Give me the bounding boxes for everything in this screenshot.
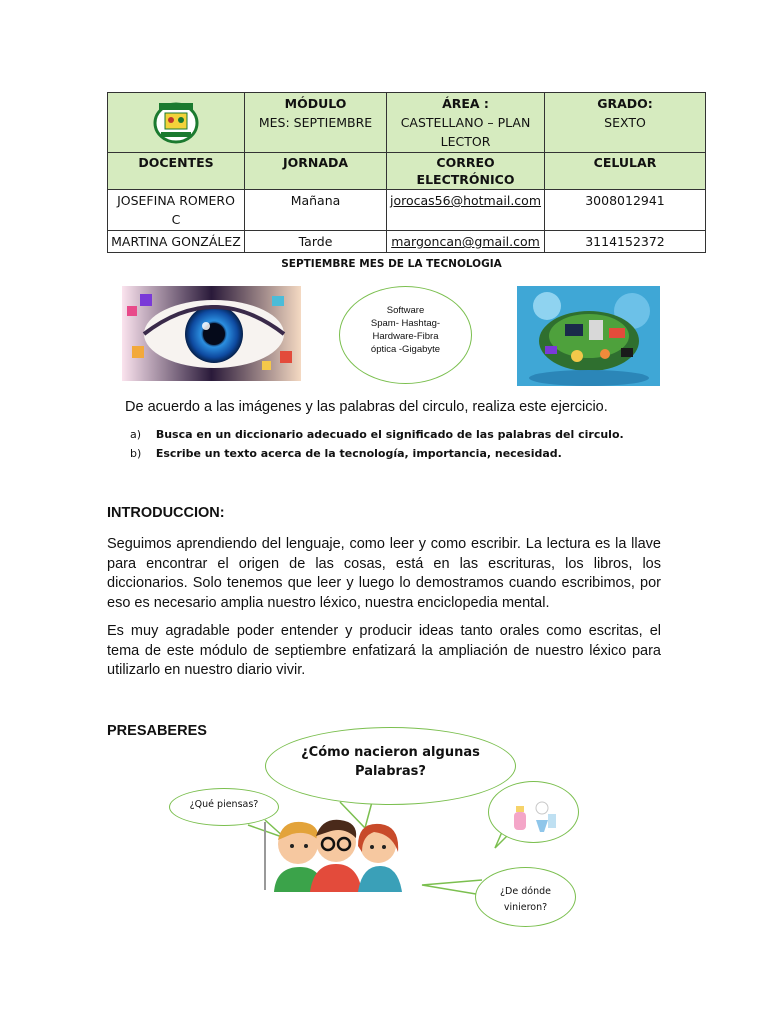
email-link[interactable]: margoncan@gmail.com (391, 234, 540, 249)
celular-cell: 3008012941 (545, 190, 706, 231)
circle-word-line: Spam- Hashtag- (370, 318, 441, 329)
header-row-columns (108, 153, 706, 190)
paragraph-line: Seguimos aprendiendo del lenguaje, como leer y como escribir. La lectura es la llave (107, 536, 661, 552)
intro-heading: INTRODUCCION: (107, 505, 225, 521)
paragraph-line: tema de este módulo de septiembre enfatizará la ampliación de nuestro léxico para (107, 642, 661, 659)
col-celular: CELULAR (545, 153, 706, 190)
task-list (130, 428, 624, 466)
grado-value: SEXTO (604, 115, 646, 130)
bubble-line: ¿Cómo nacieron algunas (301, 745, 480, 760)
bubble-text: ¿Qué piensas? (189, 799, 259, 810)
list-item (130, 428, 624, 447)
three-children-icon (262, 812, 402, 892)
eye-illustration-icon (122, 286, 301, 381)
correo-cell (387, 190, 545, 231)
baby-bottle-icon (504, 794, 564, 834)
bubble-line: ¿De dónde (500, 886, 551, 897)
modulo-cell (245, 93, 387, 153)
task-letter: b) (130, 447, 142, 460)
area-value-1: CASTELLANO – PLAN (400, 115, 531, 130)
area-cell (387, 93, 545, 153)
task-letter: a) (130, 428, 142, 441)
modulo-label: MÓDULO (284, 96, 347, 111)
col-docentes: DOCENTES (108, 153, 245, 190)
digital-eye-image (122, 286, 301, 381)
header-table (107, 92, 706, 253)
circle-word-line: Software (386, 305, 425, 316)
circle-word-line: Hardware-Fibra (372, 331, 439, 342)
grado-cell (545, 93, 706, 153)
correo-cell (387, 231, 545, 253)
list-item (130, 447, 624, 466)
section-title: SEPTIEMBRE MES DE LA TECNOLOGIA (281, 258, 502, 270)
bubble-line: vinieron? (503, 902, 548, 913)
intro-paragraph-2 (107, 622, 661, 681)
technology-world-image (517, 286, 660, 386)
header-row-module (108, 93, 706, 153)
paragraph-line: para encontrar el origen de las cosas, está en las escrituras, los libros, los (107, 555, 661, 572)
docente-cell (108, 190, 245, 231)
circle-word-line: óptica -Gigabyte (370, 344, 441, 355)
table-row (108, 190, 706, 231)
email-link[interactable]: jorocas56@hotmail.com (390, 193, 542, 208)
table-row (108, 231, 706, 253)
thought-bubble-icons (488, 781, 579, 843)
main-question-bubble (265, 727, 516, 805)
paragraph-line: utilizarlo en nuestro diario vivir. (107, 662, 306, 678)
words-circle (339, 286, 472, 384)
paragraph-line: Es muy agradable poder entender y producir ideas tanto orales como escritas, el (107, 623, 661, 639)
bubble-line: Palabras? (355, 764, 426, 779)
col-correo: CORREO ELECTRÓNICO (387, 153, 545, 190)
col-jornada: JORNADA (245, 153, 387, 190)
paragraph-line: eso es necesario amplia nuestro léxico, nuestra enciclopedia mental. (107, 594, 550, 611)
celular-cell: 3114152372 (545, 231, 706, 253)
logo-cell (108, 93, 245, 153)
presaberes-heading: PRESABERES (107, 723, 207, 739)
docente-name: JOSEFINA ROMERO (117, 193, 235, 208)
task-text: Busca en un diccionario adecuado el significado de las palabras del circulo. (155, 428, 624, 441)
docente-name-cont: C (171, 212, 181, 227)
area-label: ÁREA : (442, 96, 489, 111)
right-question-bubble (475, 867, 576, 927)
docente-cell: MARTINA GONZÁLEZ (108, 231, 245, 253)
jornada-cell: Tarde (245, 231, 387, 253)
paragraph-line: diccionarios. Solo tenemos que leer y luego lo demostramos cuando escribimos, por (107, 575, 661, 591)
task-text: Escribe un texto acerca de la tecnología, importancia, necesidad. (155, 447, 562, 460)
instruction-text: De acuerdo a las imágenes y las palabras del circulo, realiza este ejercicio. (125, 399, 608, 415)
mes-value: MES: SEPTIEMBRE (258, 115, 373, 130)
grado-label: GRADO: (597, 96, 653, 111)
area-value-2: LECTOR (440, 134, 491, 149)
tech-world-icon (517, 286, 660, 386)
jornada-cell: Mañana (245, 190, 387, 231)
school-crest-icon (152, 98, 200, 146)
intro-paragraph-1 (107, 535, 661, 613)
kids-illustration (262, 812, 402, 892)
